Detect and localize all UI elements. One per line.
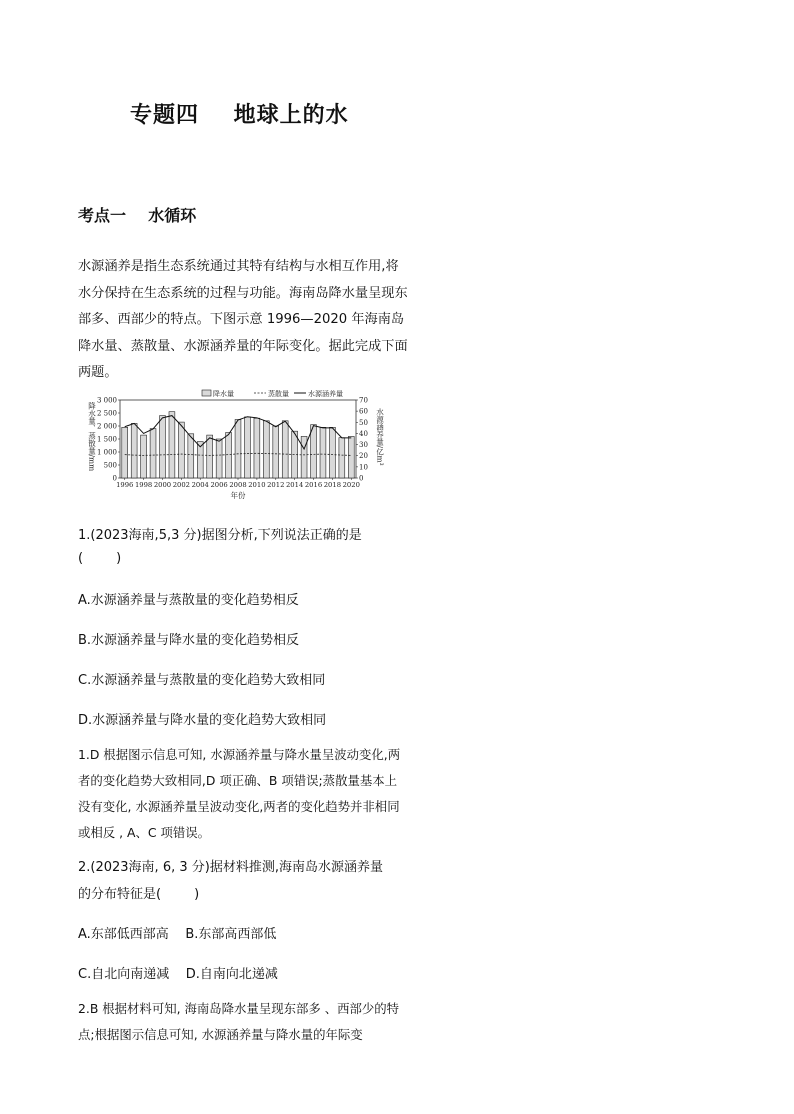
right-tick-label: 40 bbox=[359, 429, 368, 438]
legend-label-evapotranspiration: 蒸散量 bbox=[268, 390, 289, 398]
bar-precipitation bbox=[339, 438, 345, 478]
left-tick-label: 3 000 bbox=[96, 396, 117, 405]
q2-stem: 2.(2023海南, 6, 3 分)据材料推测,海南岛水源涵养量 bbox=[78, 860, 383, 875]
bar-precipitation bbox=[169, 412, 175, 478]
q1-option-a: A.水源涵养量与蒸散量的变化趋势相反 bbox=[78, 593, 299, 608]
right-tick-label: 0 bbox=[359, 474, 364, 483]
left-tick-label: 0 bbox=[112, 474, 117, 483]
bar-precipitation bbox=[348, 436, 354, 478]
bar-precipitation bbox=[122, 427, 128, 478]
x-tick-label: 2000 bbox=[153, 481, 172, 489]
left-tick-label: 2 500 bbox=[96, 409, 117, 418]
x-tick-label: 2018 bbox=[323, 481, 342, 489]
x-axis-label: 年份 bbox=[230, 491, 246, 500]
left-tick-label: 1 500 bbox=[96, 435, 117, 444]
q2-options-row2: C.自北向南递减 D.自南向北递减 bbox=[78, 967, 278, 982]
bar-precipitation bbox=[141, 435, 147, 478]
q2-answer: 2.B 根据材料可知, 海南岛降水量呈现东部多 、西部少的特点;根据图示信息可知, 水源涵养量与降水量的年际变 bbox=[78, 1001, 400, 1042]
bar-precipitation bbox=[131, 423, 137, 478]
right-tick-label: 50 bbox=[359, 418, 368, 427]
bar-precipitation bbox=[178, 422, 184, 478]
bar-precipitation bbox=[273, 426, 279, 478]
page-title: 专题四 地球上的水 bbox=[130, 103, 349, 128]
q1-stem: 1.(2023海南,5,3 分)据图分析,下列说法正确的是 bbox=[78, 528, 362, 543]
right-tick-label: 60 bbox=[359, 407, 368, 416]
q2-stem-blank: 的分布特征是( ) bbox=[78, 887, 200, 902]
legend-label-precipitation: 降水量 bbox=[213, 390, 234, 398]
x-tick-label: 2016 bbox=[304, 481, 323, 489]
x-tick-label: 2002 bbox=[172, 481, 191, 489]
bar-precipitation bbox=[329, 427, 335, 478]
bar-precipitation bbox=[235, 420, 241, 479]
right-tick-label: 10 bbox=[359, 463, 368, 472]
bar-precipitation bbox=[282, 421, 288, 478]
bar-precipitation bbox=[254, 418, 260, 478]
bar-precipitation bbox=[311, 425, 317, 478]
legend-label-water-conservation: 水源涵养量 bbox=[308, 390, 343, 398]
x-tick-label: 2010 bbox=[248, 481, 266, 489]
section-heading: 考点一 水循环 bbox=[78, 206, 197, 225]
bar-precipitation bbox=[216, 439, 222, 478]
x-tick-label: 2008 bbox=[229, 481, 247, 489]
x-tick-label: 1998 bbox=[134, 481, 153, 489]
right-tick-label: 30 bbox=[359, 441, 368, 450]
legend-swatch-precipitation bbox=[202, 390, 211, 396]
rainfall-chart bbox=[84, 388, 384, 504]
left-tick-label: 500 bbox=[103, 461, 117, 470]
bar-precipitation bbox=[150, 429, 156, 478]
x-tick-label: 2006 bbox=[210, 481, 228, 489]
right-axis-label: 水源涵养量/亿m³ bbox=[375, 408, 384, 466]
bar-precipitation bbox=[207, 435, 213, 478]
q1-option-b: B.水源涵养量与降水量的变化趋势相反 bbox=[78, 633, 300, 648]
left-tick-label: 1 000 bbox=[96, 448, 117, 457]
x-tick-label: 1996 bbox=[116, 481, 134, 489]
bar-precipitation bbox=[245, 417, 251, 478]
x-tick-label: 2012 bbox=[267, 481, 285, 489]
bar-precipitation bbox=[160, 416, 166, 478]
bar-precipitation bbox=[320, 427, 326, 478]
q1-option-d: D.水源涵养量与降水量的变化趋势大致相同 bbox=[78, 713, 327, 728]
q1-stem-blank: ( ) bbox=[78, 551, 122, 566]
bar-precipitation bbox=[188, 434, 194, 478]
bar-precipitation bbox=[263, 421, 269, 478]
right-tick-label: 70 bbox=[359, 396, 368, 405]
x-tick-label: 2004 bbox=[191, 481, 209, 489]
x-tick-label: 2020 bbox=[342, 481, 360, 489]
q2-options-row1: A.东部低西部高 B.东部高西部低 bbox=[78, 927, 277, 942]
q1-answer: 1.D 根据图示信息可知, 水源涵养量与降水量呈波动变化,两者的变化趋势大致相同,D 项正确、B 项错误;蒸散量基本上没有变化, 水源涵养量呈波动变化,两者的变化趋势并非相同或相反 , A、C 项错误。 bbox=[78, 747, 401, 840]
x-tick-label: 2014 bbox=[285, 481, 304, 489]
bar-precipitation bbox=[226, 433, 232, 479]
left-axis-label: 降水量、蒸散量/mm bbox=[87, 402, 97, 472]
q1-option-c: C.水源涵养量与蒸散量的变化趋势大致相同 bbox=[78, 673, 326, 688]
right-tick-label: 20 bbox=[359, 452, 368, 461]
left-tick-label: 2 000 bbox=[96, 422, 117, 431]
intro-paragraph: 水源涵养是指生态系统通过其特有结构与水相互作用,将水分保持在生态系统的过程与功能。海南岛降水量呈现东部多、西部少的特点。下图示意 1996—2020 年海南岛降水量、蒸散量、水源涵养量的年际变化。据此完成下面两题。 bbox=[78, 259, 408, 380]
